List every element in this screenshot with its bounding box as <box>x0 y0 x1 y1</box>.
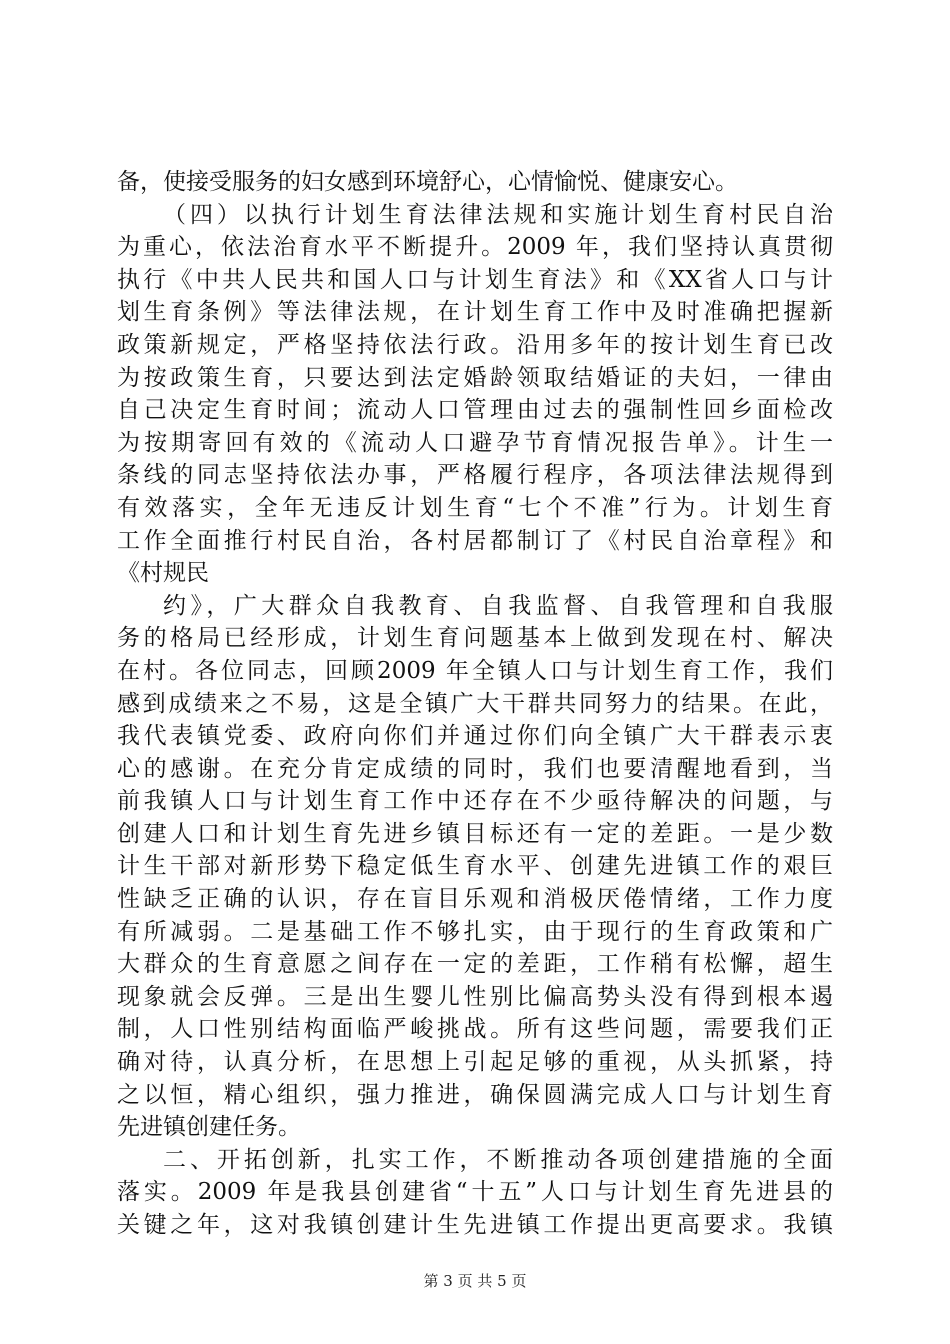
text-line: 现象就会反弹。三是出生婴儿性别比偏高势头没有得到根本遏 <box>117 983 833 1010</box>
text-line: 心的感谢。在充分肯定成绩的同时，我们也要清醒地看到，当 <box>117 755 833 782</box>
text-line: 有效落实，全年无违反计划生育“七个不准”行为。计划生育 <box>117 494 833 521</box>
text-line: 创建人口和计划生育先进乡镇目标还有一定的差距。一是少数 <box>117 820 833 847</box>
text-line: 在村。各位同志，回顾2009 年全镇人口与计划生育工作，我们 <box>117 657 833 684</box>
text-line: 务的格局已经形成，计划生育问题基本上做到发现在村、解决 <box>117 625 833 652</box>
text-line: 制，人口性别结构面临严峻挑战。所有这些问题，需要我们正 <box>117 1016 833 1043</box>
text-line: 约》，广大群众自我教育、自我监督、自我管理和自我服 <box>163 592 833 619</box>
text-line: 我代表镇党委、政府向你们并通过你们向全镇广大干群表示衷 <box>117 723 833 750</box>
text-line: 为按政策生育，只要达到法定婚龄领取结婚证的夫妇，一律由 <box>117 364 833 391</box>
text-line: 大群众的生育意愿之间存在一定的差距，工作稍有松懈，超生 <box>117 951 833 978</box>
text-line: 前我镇人口与计划生育工作中还存在不少亟待解决的问题，与 <box>117 788 833 815</box>
page-number-label: 第 3 页 共 5 页 <box>423 1272 527 1290</box>
text-line: 计生干部对新形势下稳定低生育水平、创建先进镇工作的艰巨 <box>117 853 833 880</box>
text-line: 性缺乏正确的认识，存在盲目乐观和消极厌倦情绪，工作力度 <box>117 886 833 913</box>
text-line: 有所减弱。二是基础工作不够扎实，由于现行的生育政策和广 <box>117 918 833 945</box>
text-line: 自己决定生育时间；流动人口管理由过去的强制性回乡面检改 <box>117 397 833 424</box>
text-line: 感到成绩来之不易，这是全镇广大干群共同努力的结果。在此， <box>117 690 833 717</box>
text-line: 先进镇创建任务。 <box>117 1114 301 1141</box>
text-line: 为重心，依法治育水平不断提升。2009 年，我们坚持认真贯彻 <box>117 234 833 261</box>
text-line: 关键之年，这对我镇创建计生先进镇工作提出更高要求。我镇 <box>117 1212 833 1238</box>
text-line: 为按期寄回有效的《流动人口避孕节育情况报告单》。计生一 <box>117 429 833 456</box>
text-line: 之以恒，精心组织，强力推进，确保圆满完成人口与计划生育 <box>117 1081 833 1108</box>
text-line: 政策新规定，严格坚持依法行政。沿用多年的按计划生育已改 <box>117 331 833 358</box>
text-line: 工作全面推行村民自治，各村居都制订了《村民自治章程》和 <box>117 527 833 554</box>
text-line: 划生育条例》等法律法规，在计划生育工作中及时准确把握新 <box>117 299 833 326</box>
text-line: （四）以执行计划生育法律法规和实施计划生育村民自治 <box>163 201 833 228</box>
text-line: 确对待，认真分析，在思想上引起足够的重视，从头抓紧，持 <box>117 1049 833 1076</box>
text-line: 落实。2009 年是我县创建省“十五”人口与计划生育先进县的 <box>117 1179 833 1206</box>
text-line: 备，使接受服务的妇女感到环境舒心，心情愉悦、健康安心。 <box>117 169 738 195</box>
text-line: 《村规民 <box>117 560 209 587</box>
document-body <box>117 166 833 1242</box>
text-line: 条线的同志坚持依法办事，严格履行程序，各项法律法规得到 <box>117 462 833 489</box>
text-line: 执行《中共人民共和国人口与计划生育法》和《XX省人口与计 <box>117 266 833 293</box>
text-line: 二、开拓创新，扎实工作，不断推动各项创建措施的全面 <box>163 1146 833 1173</box>
page-footer <box>0 1270 950 1291</box>
